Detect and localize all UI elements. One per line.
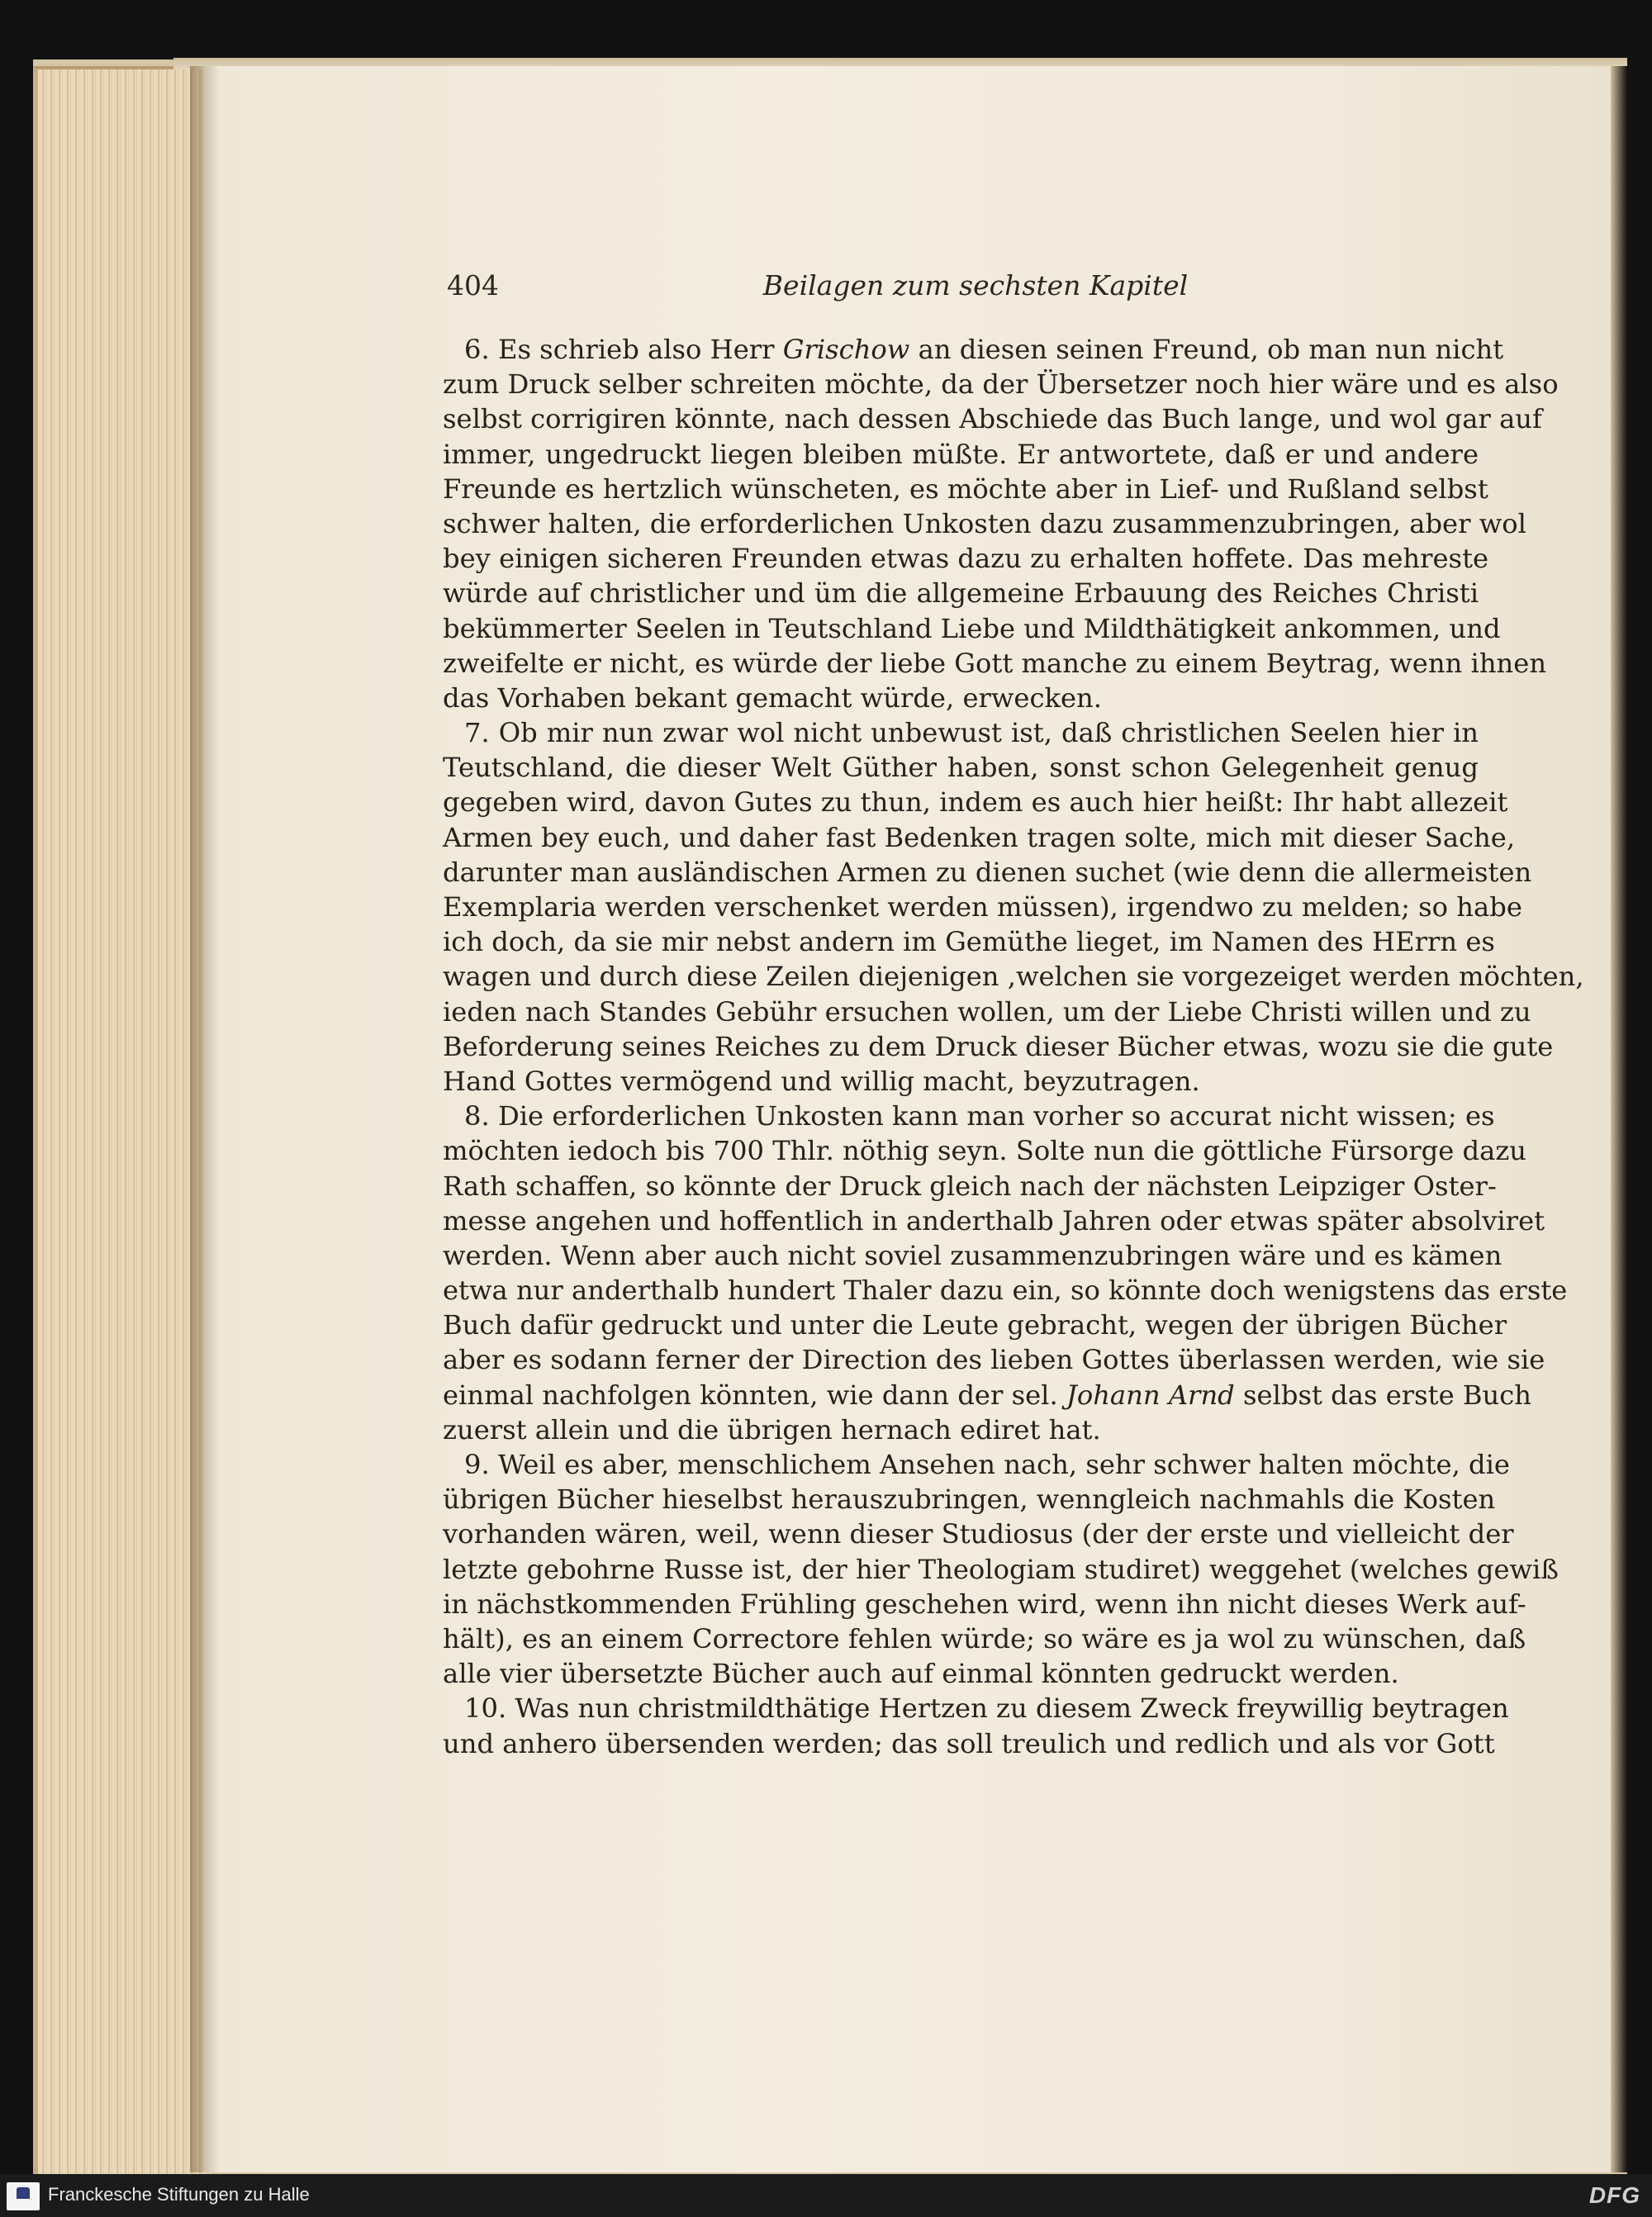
- text-line: alle vier übersetzte Bücher auch auf einmal könnten gedruckt werden.: [443, 1658, 1399, 1690]
- text-line: zuerst allein und die übrigen hernach ediret hat.: [443, 1413, 1101, 1446]
- text-line: Teutschland, die dieser Welt Güther haben, sonst schon Gelegenheit genug: [443, 752, 1479, 784]
- text-line: Hand Gottes vermögend und willig macht, beyzutragen.: [443, 1065, 1200, 1097]
- institution-name[interactable]: Franckesche Stiftungen zu Halle: [48, 2184, 310, 2205]
- text-line: möchten iedoch bis 700 Thlr. nöthig seyn. Solte nun die göttliche Fürsorge dazu: [443, 1135, 1527, 1167]
- text-line: 9. Weil es aber, menschlichem Ansehen nach, sehr schwer halten möchte, die: [464, 1449, 1510, 1480]
- text-line: 10. Was nun christmildthätige Hertzen zu diesem Zweck freywillig beytragen: [464, 1692, 1509, 1725]
- text-line: aber es sodann ferner der Direction des lieben Gottes überlassen werden, wie sie: [443, 1344, 1545, 1376]
- page-stack-edges: [33, 66, 211, 2181]
- body-text: [443, 332, 1584, 1761]
- text-line: würde auf christlicher und üm die allgemeine Erbauung des Reiches Christi: [443, 577, 1479, 610]
- text-line: darunter man ausländischen Armen zu dienen suchet (wie denn die allermeisten: [443, 856, 1532, 888]
- text-line: Freunde es hertzlich wünscheten, es möchte aber in Lief- und Rußland selbst: [443, 472, 1488, 505]
- text-line: messe angehen und hoffentlich in anderthalb Jahren oder etwas später absolviret: [443, 1204, 1545, 1237]
- page-right-edge: [1611, 66, 1627, 2172]
- institution-logo-icon: [7, 2182, 40, 2210]
- viewer-footer: [0, 2174, 1652, 2217]
- text-line: Armen bey euch, und daher fast Bedenken tragen solte, mich mit dieser Sache,: [443, 821, 1516, 853]
- text-line: zum Druck selber schreiten möchte, da der Übersetzer noch hier wäre und es also: [443, 368, 1559, 401]
- text-line: 6. Es schrieb also Herr Grischow an diesen seinen Freund, ob man nun nicht: [464, 334, 1504, 365]
- text-line: und anhero übersenden werden; das soll treulich und redlich und als vor Gott: [443, 1727, 1495, 1759]
- dfg-logo: DFG: [1588, 2182, 1640, 2208]
- text-line: bey einigen sicheren Freunden etwas dazu zu erhalten hoffete. Das mehreste: [443, 543, 1489, 575]
- gutter-shadow: [190, 66, 220, 2172]
- page-header: [447, 269, 1479, 319]
- text-line: einmal nachfolgen könnten, wie dann der sel. Johann Arnd selbst das erste Buch: [443, 1379, 1532, 1411]
- text-line: Exemplaria werden verschenket werden müssen), irgendwo zu melden; so habe: [443, 891, 1522, 923]
- text-line: etwa nur anderthalb hundert Thaler dazu ein, so könnte doch wenigstens das erste: [443, 1275, 1568, 1307]
- text-line: zweifelte er nicht, es würde der liebe Gott manche zu einem Beytrag, wenn ihnen: [443, 647, 1547, 679]
- italic-name: Johann Arnd: [1066, 1379, 1235, 1411]
- text-line: letzte gebohrne Russe ist, der hier Theologiam studiret) weggehet (welches gewiß: [443, 1553, 1559, 1585]
- text-line: 7. Ob mir nun zwar wol nicht unbewust ist, daß christlichen Seelen hier in: [464, 717, 1479, 749]
- text-line: 8. Die erforderlichen Unkosten kann man vorher so accurat nicht wissen; es: [464, 1100, 1495, 1132]
- text-line: gegeben wird, davon Gutes zu thun, indem es auch hier heißt: Ihr habt allezeit: [443, 786, 1508, 819]
- running-head: Beilagen zum sechsten Kapitel: [762, 269, 1189, 301]
- text-line: bekümmerter Seelen in Teutschland Liebe und Mildthätigkeit ankommen, und: [443, 612, 1501, 644]
- text-line: werden. Wenn aber auch nicht soviel zusammenzubringen wäre und es kämen: [443, 1239, 1502, 1271]
- text-line: Beforderung seines Reiches zu dem Druck dieser Bücher etwas, wozu sie die gute: [443, 1030, 1554, 1062]
- text-line: übrigen Bücher hieselbst herauszubringen, wenngleich nachmahls die Kosten: [443, 1484, 1496, 1516]
- text-line: immer, ungedruckt liegen bleiben müßte. Er antwortete, daß er und andere: [443, 438, 1479, 470]
- text-line: Buch dafür gedruckt und unter die Leute gebracht, wegen der übrigen Bücher: [443, 1309, 1507, 1341]
- text-line: ich doch, da sie mir nebst andern im Gemüthe lieget, im Namen des HErrn es: [443, 926, 1495, 958]
- text-line: selbst corrigiren könnte, nach dessen Abschiede das Buch lange, und wol gar auf: [443, 403, 1542, 435]
- text-line: Rath schaffen, so könnte der Druck gleich nach der nächsten Leipziger Oster-: [443, 1170, 1497, 1202]
- text-line: in nächstkommenden Frühling geschehen wird, wenn ihn nicht dieses Werk auf-: [443, 1588, 1526, 1620]
- page-number: 404: [447, 269, 499, 301]
- text-line: hält), es an einem Correctore fehlen würde; so wäre es ja wol zu wünschen, daß: [443, 1622, 1526, 1654]
- text-line: das Vorhaben bekant gemacht würde, erwecken.: [443, 681, 1103, 714]
- text-line: wagen und durch diese Zeilen diejenigen ,welchen sie vorgezeiget werden möchten,: [443, 961, 1584, 993]
- text-line: vorhanden wären, weil, wenn dieser Studiosus (der der erste und vielleicht der: [443, 1518, 1514, 1550]
- text-line: schwer halten, die erforderlichen Unkosten dazu zusammenzubringen, aber wol: [443, 507, 1526, 539]
- italic-name: Grischow: [782, 334, 910, 365]
- text-line: ieden nach Standes Gebühr ersuchen wollen, um der Liebe Christi willen und zu: [443, 995, 1531, 1028]
